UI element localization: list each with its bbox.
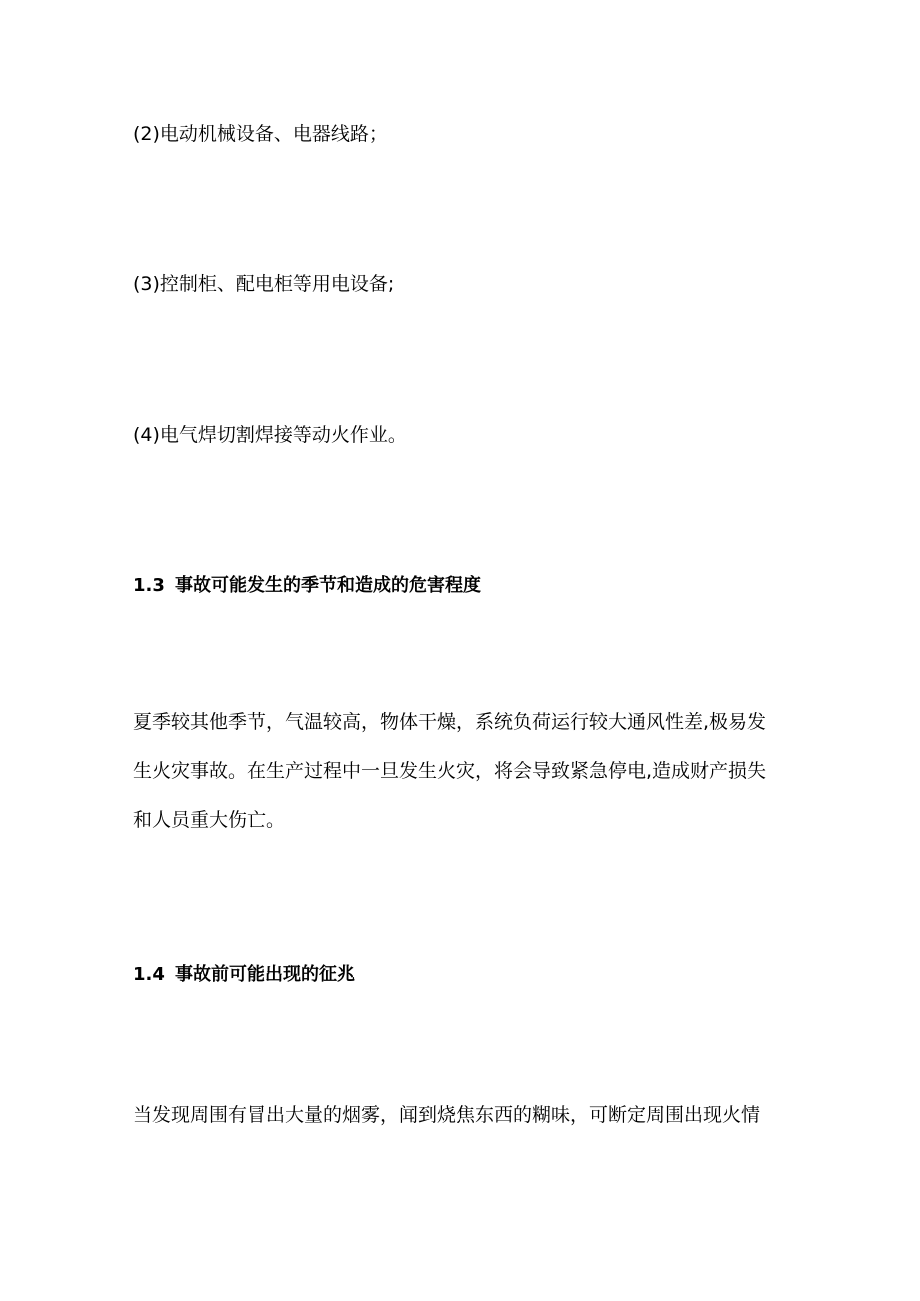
paragraph-line: 和人员重大伤亡。 bbox=[133, 809, 286, 831]
list-item: (3)控制柜、配电柜等用电设备; bbox=[133, 273, 395, 295]
section-number: 1.3 bbox=[133, 575, 165, 596]
paragraph-line: 生火灾事故。在生产过程中一旦发生火灾，将会导致紧急停电,造成财产损失 bbox=[133, 760, 767, 782]
section-heading-1-3 bbox=[133, 574, 481, 598]
list-item: (2)电动机械设备、电器线路； bbox=[133, 123, 388, 145]
list-item: (4)电气焊切割焊接等动火作业。 bbox=[133, 424, 407, 446]
paragraph-1-4 bbox=[133, 1091, 793, 1140]
paragraph-line: 当发现周围有冒出大量的烟雾，闻到烧焦东西的糊味，可断定周围出现火情 bbox=[133, 1104, 761, 1126]
section-number: 1.4 bbox=[133, 964, 165, 985]
paragraph-1-3 bbox=[133, 698, 793, 845]
section-heading-1-4 bbox=[133, 963, 355, 987]
paragraph-line: 夏季较其他季节，气温较高，物体干燥，系统负荷运行较大通风性差,极易发 bbox=[133, 711, 767, 733]
section-title: 事故前可能出现的征兆 bbox=[175, 964, 355, 985]
section-title: 事故可能发生的季节和造成的危害程度 bbox=[175, 575, 481, 596]
